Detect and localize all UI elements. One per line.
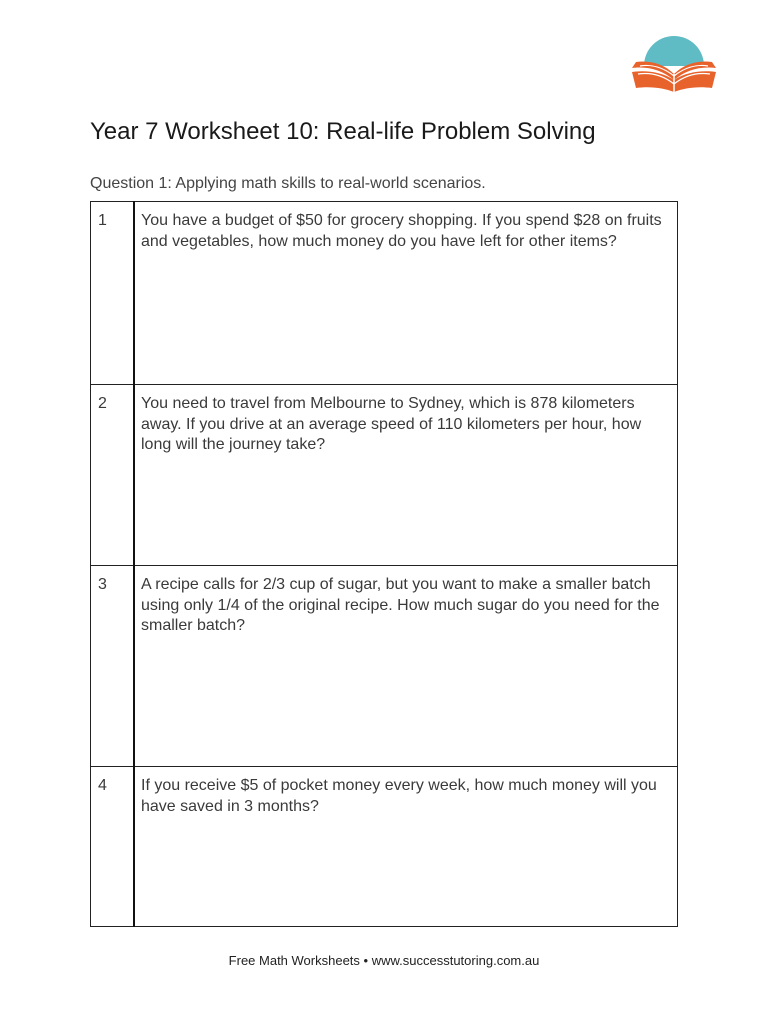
question-number: 1: [98, 212, 107, 229]
page-title: Year 7 Worksheet 10: Real-life Problem Solving: [90, 118, 596, 145]
question-row: [91, 767, 678, 927]
question-number: 3: [98, 576, 107, 593]
question-text: You need to travel from Melbourne to Sydney, which is 878 kilometers away. If you drive at an average speed of 110 kilometers per hour, how long will the journey take?: [141, 395, 642, 453]
question-text-cell: [134, 202, 678, 385]
question-row: [91, 202, 678, 385]
question-number: 4: [98, 777, 107, 794]
questions-table: [90, 201, 678, 927]
question-row: [91, 566, 678, 767]
question-number: 2: [98, 395, 107, 412]
question-number-cell: [91, 767, 135, 927]
footer-text: Free Math Worksheets • www.successtutoring.com.au: [228, 953, 540, 968]
question-number-cell: [91, 566, 135, 767]
question-row: [91, 385, 678, 566]
question-number-cell: [91, 202, 135, 385]
question-text: You have a budget of $50 for grocery shopping. If you spend $28 on fruits and vegetables, how much money do you have left for other items?: [141, 212, 662, 250]
question-text-cell: [134, 566, 678, 767]
question-heading: Question 1: Applying math skills to real-world scenarios.: [90, 175, 486, 192]
open-book-sun-icon: [628, 30, 720, 94]
question-text: A recipe calls for 2/3 cup of sugar, but you want to make a smaller batch using only 1/4 of the original recipe. How much sugar do you need for the smaller batch?: [141, 576, 660, 634]
question-text: If you receive $5 of pocket money every week, how much money will you have saved in 3 months?: [141, 777, 657, 815]
question-text-cell: [134, 767, 678, 927]
question-number-cell: [91, 385, 135, 566]
question-text-cell: [134, 385, 678, 566]
